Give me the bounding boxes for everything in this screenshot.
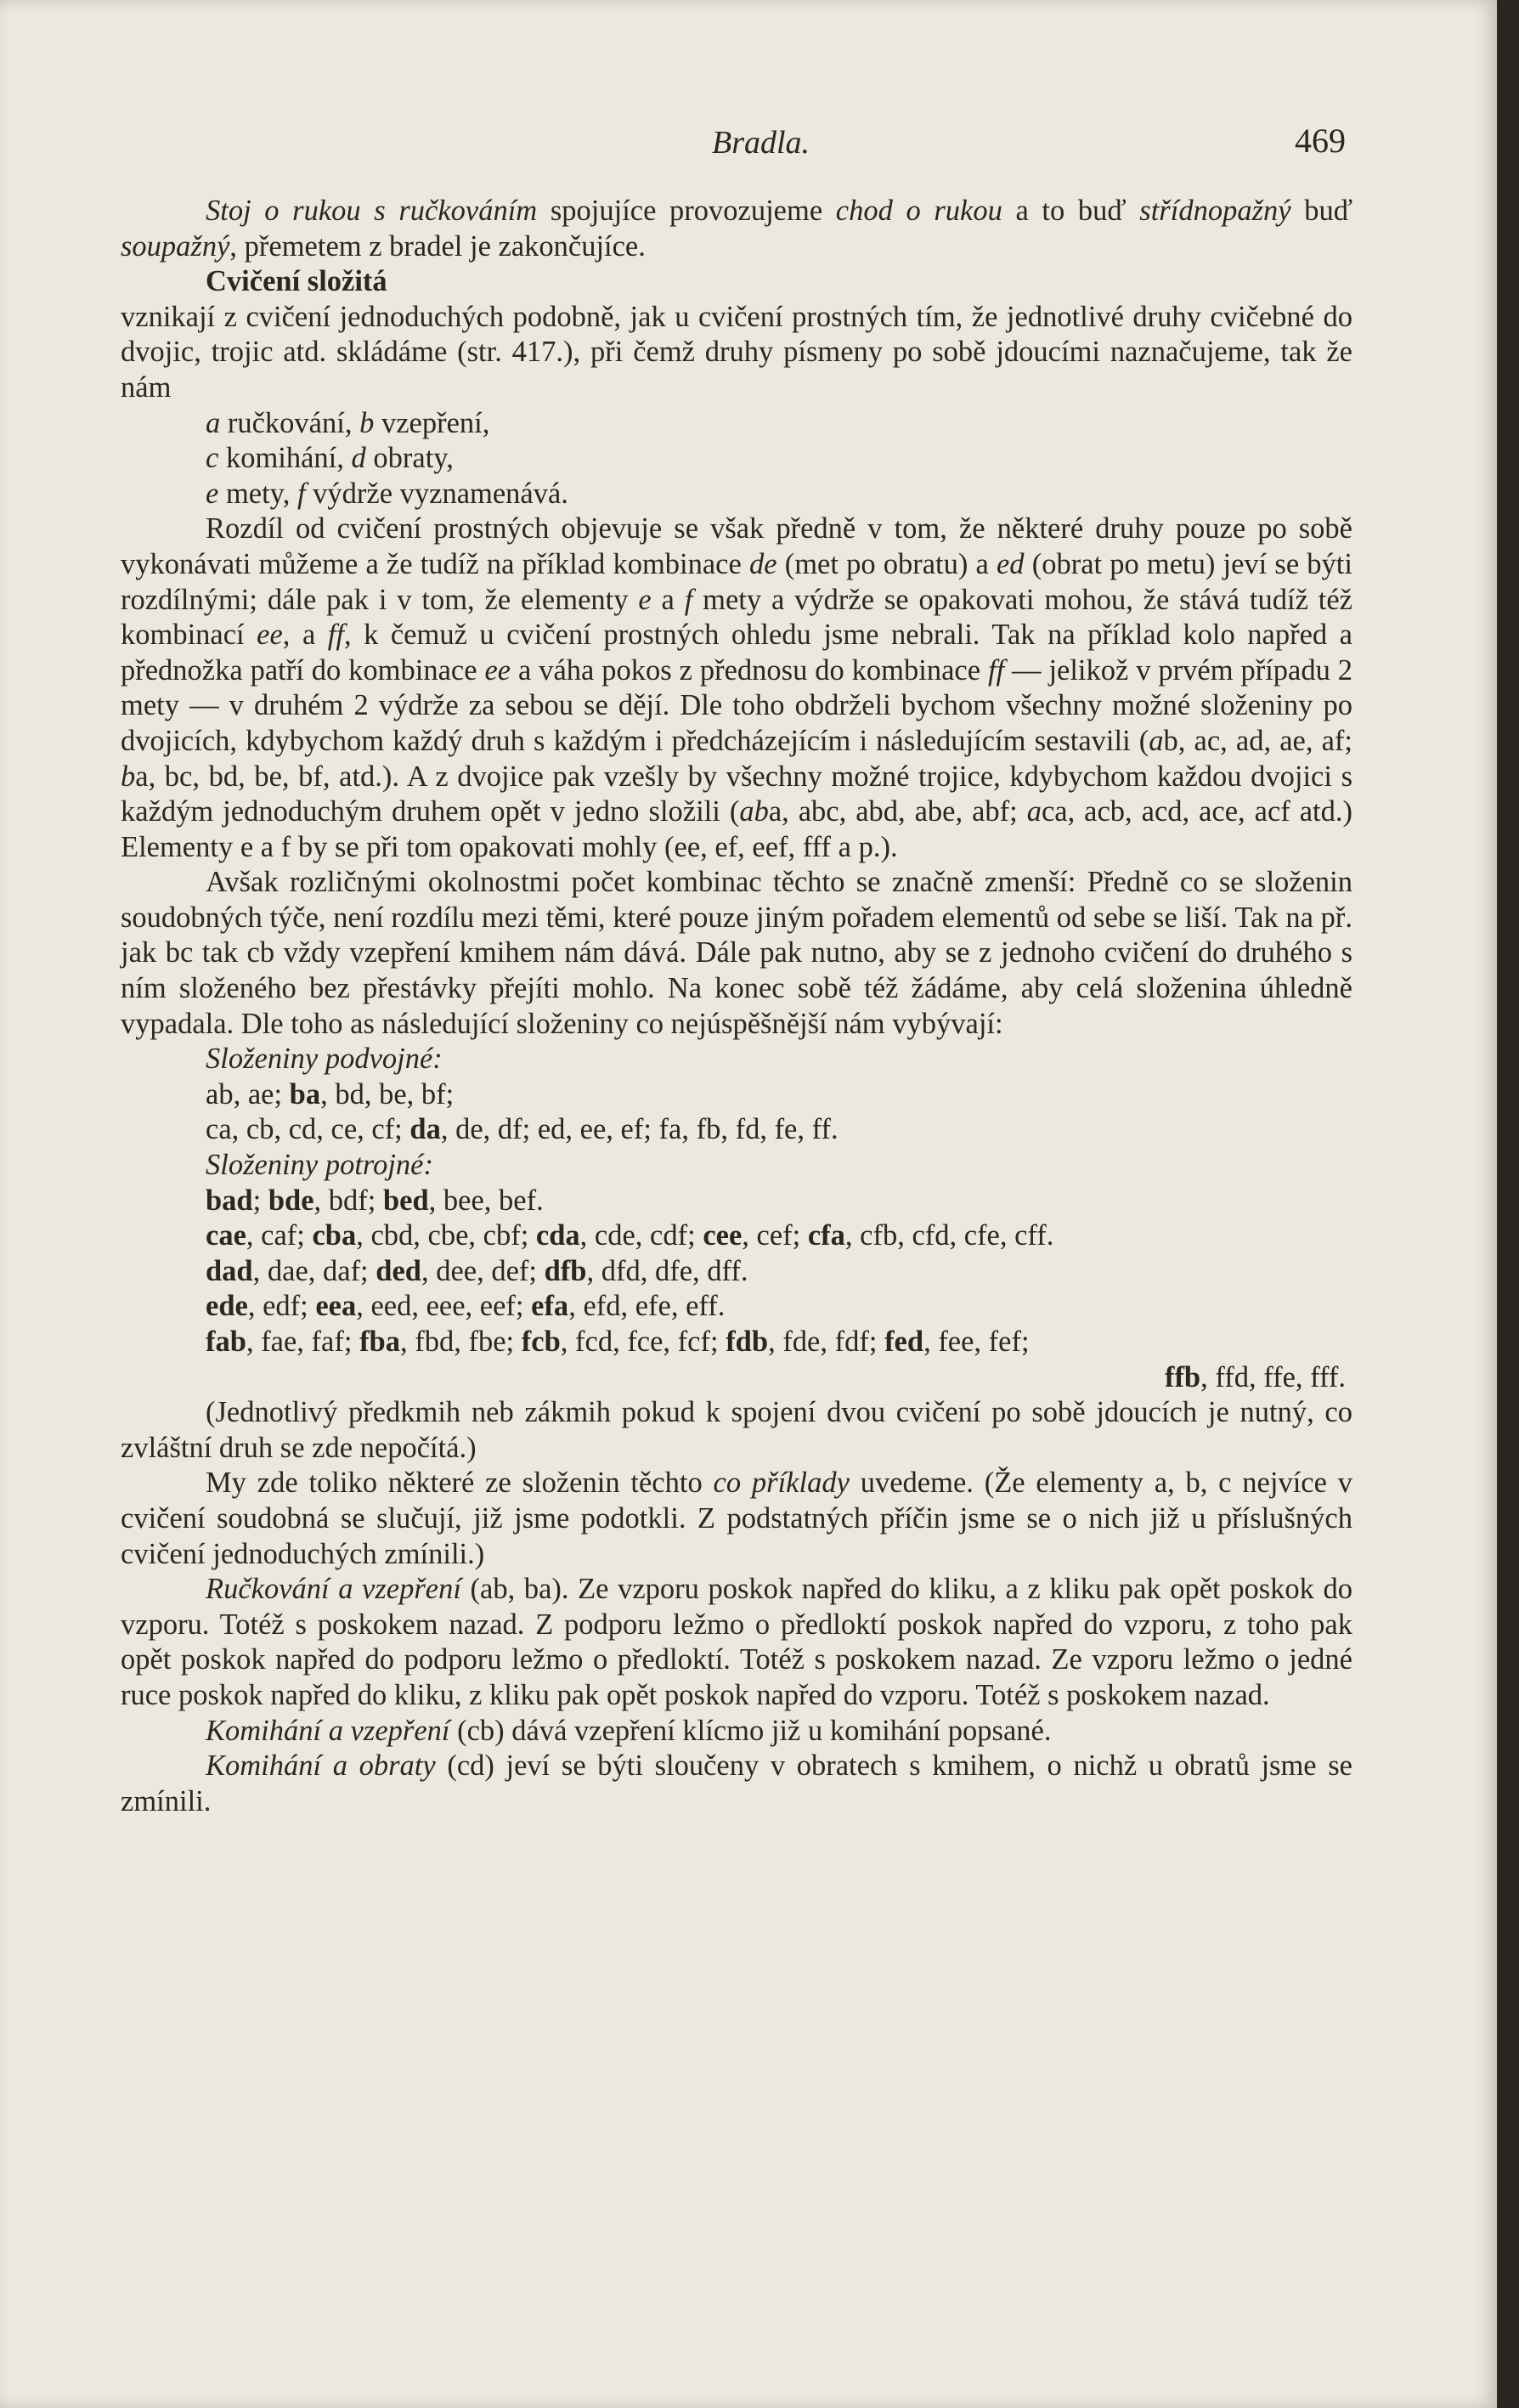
- running-title: Bradla.: [712, 125, 810, 161]
- compounds-double-label: Složeniny podvojné:: [206, 1043, 443, 1076]
- legend-line-2: c komihání, d obraty,: [206, 442, 454, 475]
- section-heading: Cvičení složitá: [206, 265, 387, 298]
- compounds-triple-line-1: bad; bde, bdf; bed, bee, bef.: [206, 1184, 544, 1217]
- compounds-double-line-1: ab, ae; ba, bd, be, bf;: [206, 1077, 455, 1111]
- paragraph-jednotlivy: (Jednotlivý předkmih neb zákmih pokud k spojení dvou cvičení po sobě jdoucích je nutný, co zvláštní druh se zde nepočítá.): [121, 1396, 1352, 1464]
- compounds-triple-line-6: ffb, ffd, ffe, fff.: [1164, 1360, 1346, 1393]
- compounds-triple-label: Složeniny potrojné:: [206, 1149, 433, 1182]
- paragraph-stoj: Stoj o rukou s ručkováním spojujíce provozujeme chod o rukou a to buď střídnopažný buď soupažný, přemetem z bradel je zakončujíce.: [121, 195, 1352, 263]
- compounds-double-line-2: ca, cb, cd, ce, cf; da, de, df; ed, ee, ef; fa, fb, fd, fe, ff.: [206, 1113, 839, 1146]
- legend-line-3: e mety, f výdrže vyznamenává.: [206, 477, 568, 510]
- paragraph-komihani-obraty: Komihání a obraty (cd) jeví se býti sloučeny v obratech s kmihem, o nichž u obratů jsme se zmínili.: [121, 1749, 1352, 1817]
- body-text: [121, 194, 1352, 1819]
- paragraph-rozdil: Rozdíl od cvičení prostných objevuje se však předně v tom, že některé druhy pouze po sobě vykonávati můžeme a že tudíž na příklad kombinace de (met po obratu) a ed (obrat po metu) jeví se býti rozdílnými; dále pak i v tom, že elementy e a f mety a výdrže se opakovati mohou, že stává tudíž též kombinací ee, a ff, k čemuž u cvičení prostných ohledu jsme nebrali. Tak na příklad kolo napřed a přednožka patří do kombinace ee a váha pokos z přednosu do kombinace ff — jelikož v prvém případu 2 mety — v druhém 2 výdrže za sebou se dějí. Dle toho obdrželi bychom všechny možné složeniny po dvojicích, kdybychom každý druh s každým i předcházejícím i následujícím sestavili (ab, ac, ad, ae, af; ba, bc, bd, be, bf, atd.). A z dvojice pak vzešly by všechny možné trojice, kdybychom každou dvojici s každým jednoduchým druhem opět v jedno složili (aba, abc, abd, abe, abf; aca, acb, acd, ace, acf atd.) Elementy e a f by se při tom opakovati mohly (ee, ef, eef, fff a p.).: [121, 512, 1353, 863]
- compounds-triple-line-2: cae, caf; cba, cbd, cbe, cbf; cda, cde, cdf; cee, cef; cfa, cfb, cfd, cfe, cff.: [206, 1219, 1054, 1252]
- page-number: 469: [1295, 122, 1346, 160]
- paragraph-vznikaji: vznikají z cvičení jednoduchých podobně, jak u cvičení prostných tím, že jednotlivé druhy cvičebné do dvojic, trojic atd. skládáme (str. 417.), při čemž druhy písmeny po sobě jdoucími naznačujeme, tak že nám: [121, 300, 1352, 404]
- paragraph-avsak: Avšak rozličnými okolnostmi počet kombinac těchto se značně zmenší: Předně co se složenin soudobných týče, není rozdílu mezi těmi, které pouze jiným pořadem elementů od sebe se liší. Tak na př. jak bc tak cb vždy vzepření kmihem nám dává. Dále pak nutno, aby se z jednoho cvičení do druhého s ním složeného bez přestávky přejíti mohlo. Na konec sobě též žádáme, aby celá složenina úhledně vypadala. Dle toho as následující složeniny co nejúspěšnější nám vybývají:: [121, 866, 1352, 1040]
- page-header: [0, 117, 1497, 168]
- legend-line-1: a ručkování, b vzepření,: [206, 406, 490, 439]
- paragraph-ruckovani: Ručkování a vzepření (ab, ba). Ze vzporu poskok napřed do kliku, a z kliku pak opět poskok do vzporu. Totéž s poskokem nazad. Z podporu ležmo o předloktí poskok napřed do vzporu, z toho pak opět poskok napřed do podporu ležmo o předloktí. Totéž s poskokem nazad. Ze vzporu ležmo o jedné ruce poskok napřed do kliku, z kliku pak opět poskok napřed do vzporu. Totéž s poskokem nazad.: [121, 1573, 1352, 1711]
- compounds-triple-line-5: fab, fae, faf; fba, fbd, fbe; fcb, fcd, fce, fcf; fdb, fde, fdf; fed, fee, fef;: [206, 1326, 1030, 1358]
- compounds-triple-line-4: ede, edf; eea, eed, eee, eef; efa, efd, efe, eff.: [206, 1290, 726, 1323]
- paragraph-my-zde: My zde toliko některé ze složenin těchto co příklady uvedeme. (Že elementy a, b, c nejvíce v cvičení soudobná se slučují, již jsme podotkli. Z podstatných příčin jsme se o nich již u příslušných cvičení jednoduchých zmínili.): [121, 1467, 1352, 1570]
- paragraph-komihani-vzepreni: Komihání a vzepření (cb) dává vzepření klícmo již u komihání popsané.: [206, 1714, 1052, 1747]
- compounds-triple-line-3: dad, dae, daf; ded, dee, def; dfb, dfd, dfe, dff.: [206, 1254, 748, 1287]
